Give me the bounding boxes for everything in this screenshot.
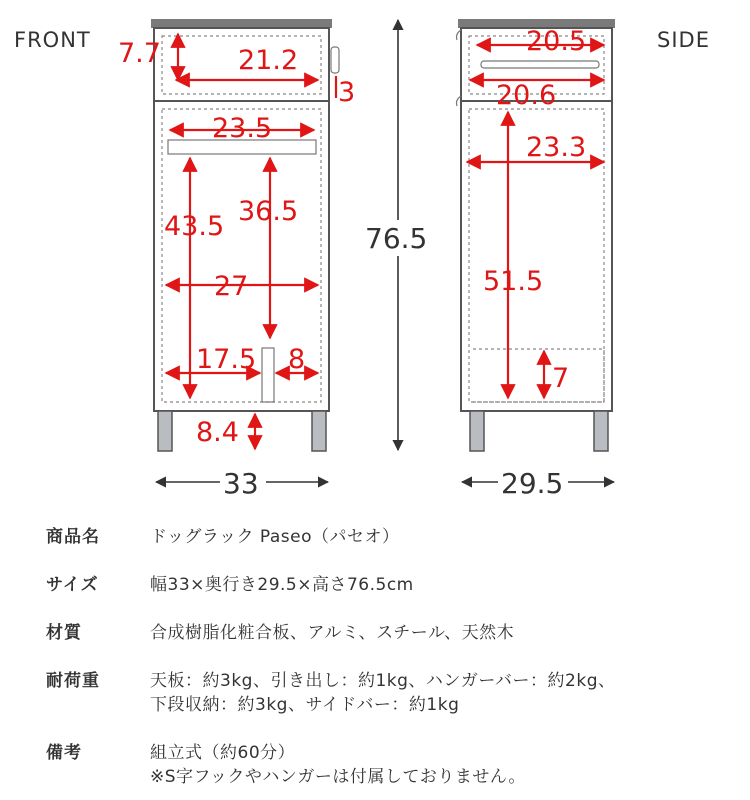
front-side-bar	[331, 47, 339, 73]
front-view	[118, 19, 355, 500]
spec-key: 商品名	[46, 527, 100, 547]
spec-row-size	[46, 573, 736, 597]
dim-bottom-height: 7	[552, 363, 570, 394]
dim-bar-height: 36.5	[238, 196, 299, 227]
side-leg-left	[470, 411, 484, 451]
dim-drawer-depth-top: 20.5	[526, 26, 587, 57]
spec-value	[150, 573, 414, 597]
spec-line: 天板：約3kg、引き出し：約1kg、ハンガーバー：約2kg、	[150, 671, 616, 691]
side-view-label: SIDE	[657, 28, 710, 52]
front-leg-left	[158, 411, 172, 451]
spec-key: サイズ	[46, 575, 99, 595]
dim-overall-depth: 29.5	[501, 467, 564, 500]
side-leg-right	[594, 411, 608, 451]
spec-line: 下段収納：約3kg、サイドバー：約1kg	[150, 695, 460, 715]
spec-line: ※S字フックやハンガーは付属しておりません。	[150, 767, 526, 787]
dim-leg-height: 8.4	[196, 417, 239, 448]
dim-inner-width: 27	[214, 271, 249, 302]
front-view-label: FRONT	[14, 28, 91, 52]
dim-drawer-depth: 20.6	[496, 80, 557, 111]
spec-value	[150, 621, 514, 645]
dim-tray-width: 23.5	[212, 113, 273, 144]
spec-line: ドッグラック Paseo（パセオ）	[150, 527, 400, 547]
front-leg-right	[312, 411, 326, 451]
dim-drawer-width: 21.2	[238, 45, 299, 76]
dim-cabinet-height: 43.5	[164, 211, 225, 242]
spec-value	[150, 669, 616, 717]
spec-key: 耐荷重	[46, 671, 100, 691]
spec-row-material	[46, 621, 736, 645]
spec-key: 備考	[46, 743, 82, 763]
spec-key: 材質	[46, 623, 82, 643]
front-top-plate	[151, 19, 332, 28]
dim-total-height: 76.5	[365, 222, 428, 255]
side-view	[457, 19, 616, 500]
dim-drawer-height: 7.7	[118, 38, 161, 69]
spec-line: 組立式（約60分）	[150, 743, 296, 763]
dim-shelf-depth: 23.3	[526, 132, 587, 163]
spec-row-name	[46, 525, 736, 549]
total-height-dimension	[364, 20, 430, 450]
dim-bottom-width: 17.5	[196, 344, 257, 375]
spec-value	[150, 741, 526, 789]
spec-line: 幅33×奥行き29.5×高さ76.5cm	[150, 575, 414, 595]
spec-table	[46, 525, 736, 800]
dim-side-bar-offset: 3	[338, 77, 356, 108]
spec-line: 合成樹脂化粧合板、アルミ、スチール、天然木	[150, 623, 515, 643]
dim-inner-height: 51.5	[483, 266, 544, 297]
spec-row-load	[46, 669, 736, 717]
dim-side-width: 8	[288, 344, 306, 375]
spec-value	[150, 525, 400, 549]
dim-overall-width: 33	[223, 467, 259, 500]
spec-row-notes	[46, 741, 736, 789]
